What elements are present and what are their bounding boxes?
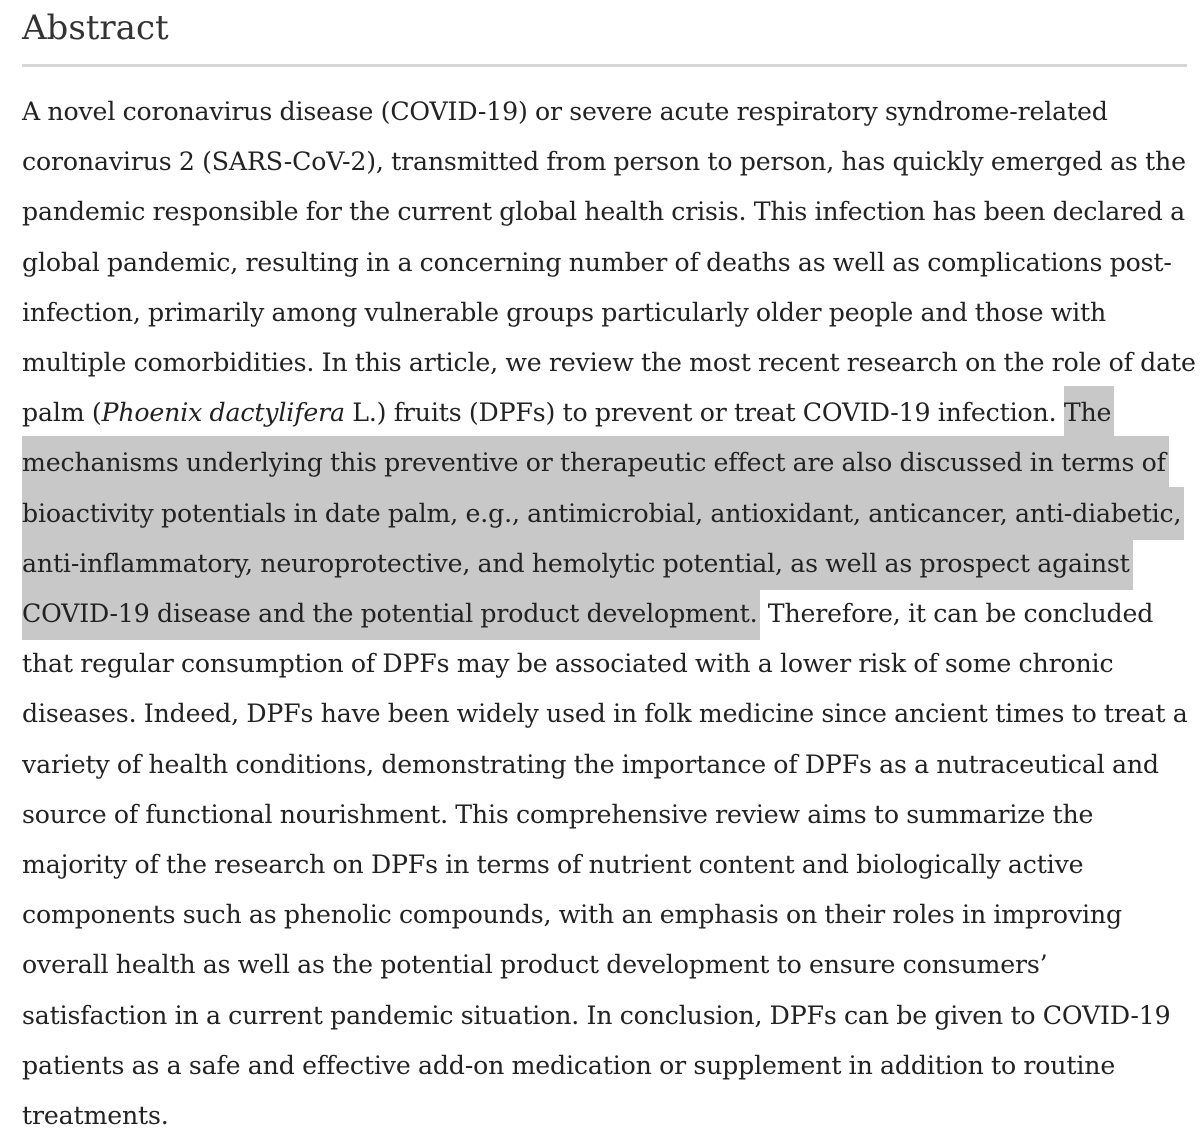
abstract-heading: Abstract	[22, 8, 169, 48]
abstract-text-conclusion: Therefore, it can be concluded that regular consumption of DPFs may be associated with a lower risk of some chronic diseases. Indeed, DPFs have been widely used in folk medicine since ancient times to treat a variety of health conditions, demonstrating the importance of DPFs as a nutraceutical and source of functional nourishment. This comprehensive review aims to summarize the majority of the research on DPFs in terms of nutrient content and biologically active components such as phenolic compounds, with an emphasis on their roles in improving overall health as well as the potential product development to ensure consumers’ satisfaction in a current pandemic situation. In conclusion, DPFs can be given to COVID-19 patients as a safe and effective add-on medication or supplement in addition to routine treatments.	[22, 599, 1188, 1131]
abstract-text-intro: A novel coronavirus disease (COVID-19) or severe acute respiratory syndrome-related coronavirus 2 (SARS-CoV-2), transmitted from person to person, has quickly emerged as the pandemic responsible for the current global health crisis. This infection has been declared a global pandemic, resulting in a concerning number of deaths as well as complications post-infection, primarily among vulnerable groups particularly older people and those with multiple comorbidities. In this article, we review the most recent research on the role of date palm (	[22, 97, 1196, 428]
abstract-section	[22, 0, 1196, 1141]
heading-divider	[22, 64, 1187, 67]
selected-text-highlight[interactable]: The mechanisms underlying this preventive or therapeutic effect are also discussed in terms of bioactivity potentials in date palm, e.g., antimicrobial, antioxidant, anticancer, anti-diabetic, anti-inflammatory, neuroprotective, and hemolytic potential, as well as prospect against COVID-19 disease and the potential product development.	[22, 386, 1184, 640]
abstract-text[interactable]	[22, 87, 1197, 1141]
species-name: Phoenix dactylifera	[101, 398, 345, 428]
abstract-text-dpf-intro: L.) fruits (DPFs) to prevent or treat COVID-19 infection.	[344, 398, 1064, 428]
